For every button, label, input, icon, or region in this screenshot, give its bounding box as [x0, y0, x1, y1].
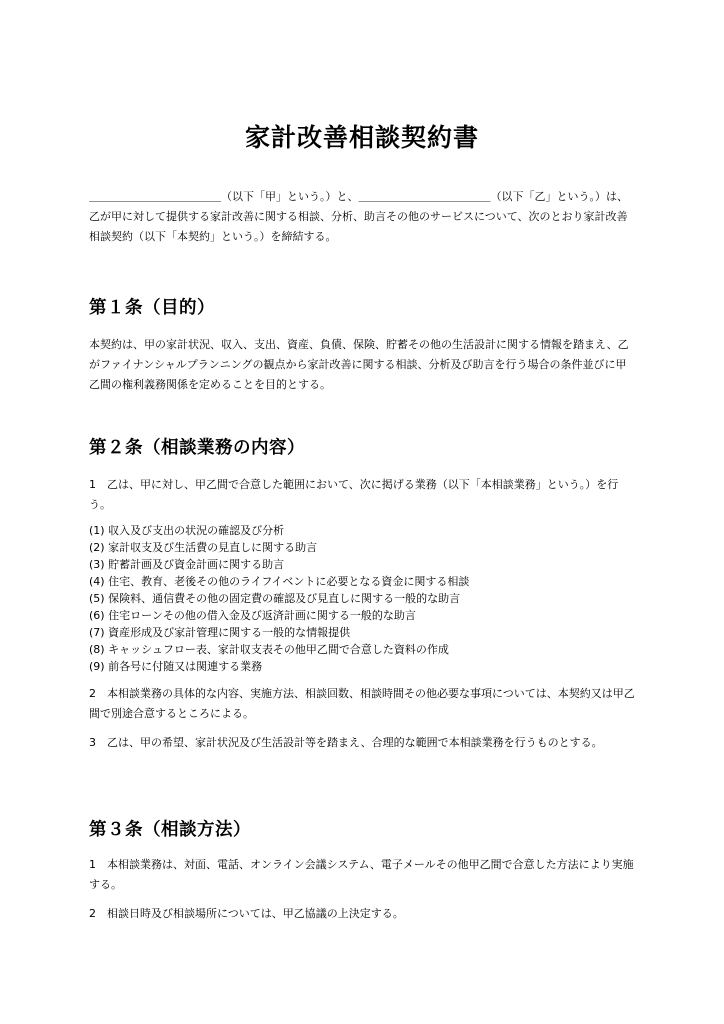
article-2-paragraph-3: 3 乙は、甲の希望、家計状況及び生活設計等を踏まえ、合理的な範囲で本相談業務を行うものとする。	[89, 736, 603, 749]
list-item: (6) 住宅ローンその他の借入金及び返済計画に関する一般的な助言	[89, 609, 416, 622]
article-1-paragraph: 本契約は、甲の家計状況、収入、支出、資産、負債、保険、貯蓄その他の生活設計に関する情報を踏まえ、乙がファイナンシャルプランニングの観点から家計改善に関する相談、分析及び助言を行う場合の条件並びに甲乙間の権利義務関係を定めることを目的とする。	[89, 338, 629, 391]
list-item: (4) 住宅、教育、老後その他のライフイベントに必要となる資金に関する相談	[89, 575, 470, 588]
article-2-item-list	[89, 522, 637, 675]
list-item: (1) 収入及び支出の状況の確認及び分析	[89, 524, 285, 537]
document-title: 家計改善相談契約書	[244, 123, 479, 152]
article-2-heading: 第２条（相談業務の内容）	[89, 438, 305, 458]
list-item: (9) 前各号に付随又は関連する業務	[89, 660, 263, 673]
list-item: (8) キャッシュフロー表、家計収支表その他甲乙間で合意した資料の作成	[89, 643, 449, 656]
article-1-heading: 第１条（目的）	[89, 298, 215, 318]
article-3-paragraph-2: 2 相談日時及び相談場所については、甲乙協議の上決定する。	[89, 907, 404, 920]
article-2-paragraph-2: 2 本相談業務の具体的な内容、実施方法、相談回数、相談時間その他必要な事項については、本契約又は甲乙間で別途合意するところによる。	[89, 687, 635, 720]
list-item: (3) 貯蓄計画及び資金計画に関する助言	[89, 558, 285, 571]
list-item: (2) 家計収支及び生活費の見直しに関する助言	[89, 541, 318, 554]
preamble: ＿＿＿＿＿＿＿＿＿＿＿＿（以下「甲」という。）と、＿＿＿＿＿＿＿＿＿＿＿＿（以下「乙」という。）は、乙が甲に対して提供する家計改善に関する相談、分析、助言その他のサービスについて、次のとおり家計改善相談契約（以下「本契約」という。）を締結する。	[89, 190, 628, 243]
article-3-paragraph-1: 1 本相談業務は、対面、電話、オンライン会議システム、電子メールその他甲乙間で合意した方法により実施する。	[89, 858, 634, 891]
list-item: (7) 資産形成及び家計管理に関する一般的な情報提供	[89, 626, 351, 639]
article-2-paragraph-1: 1 乙は、甲に対し、甲乙間で合意した範囲において、次に掲げる業務（以下「本相談業務」という。）を行う。	[89, 478, 619, 511]
article-3-heading: 第３条（相談方法）	[89, 820, 251, 840]
list-item: (5) 保険料、通信費その他の固定費の確認及び見直しに関する一般的な助言	[89, 592, 461, 605]
